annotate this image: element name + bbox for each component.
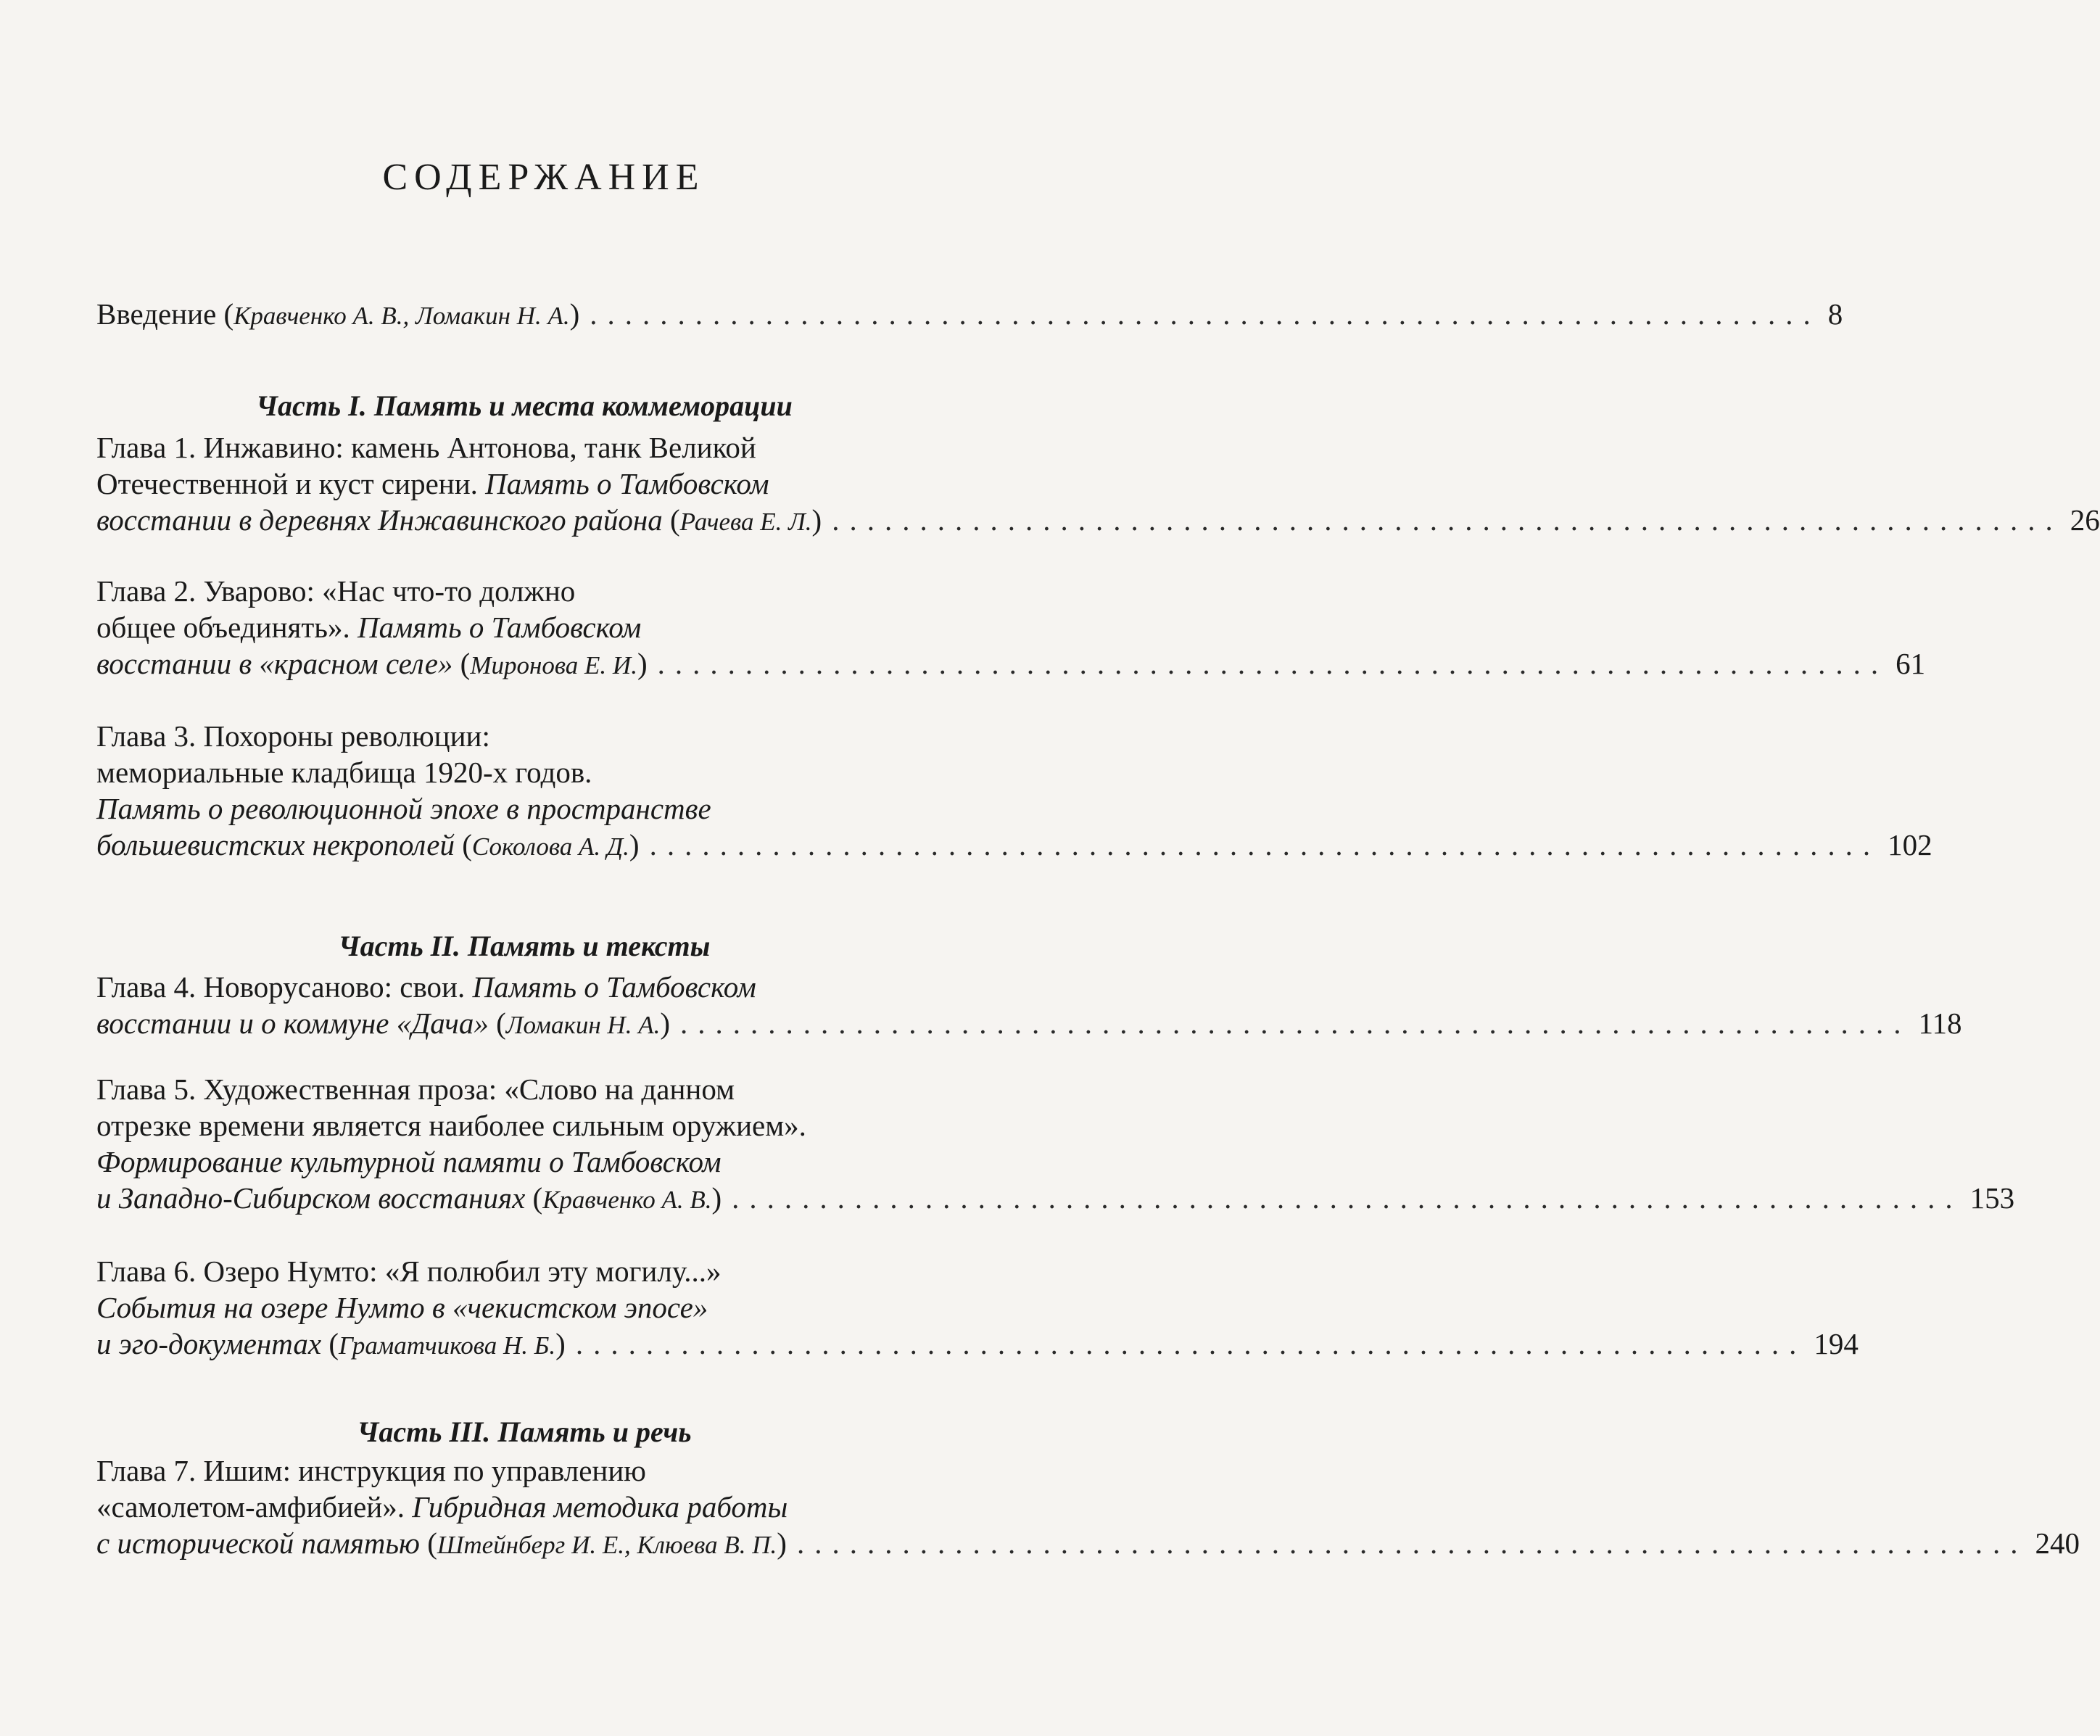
page-number: 194 <box>1814 1327 1859 1360</box>
page-title: СОДЕРЖАНИЕ <box>382 157 706 198</box>
page-number: 153 <box>1969 1181 2015 1215</box>
leader-dots: ...................................................................... <box>657 647 1889 680</box>
entry-authors: Рачева Е. Л. <box>679 508 812 536</box>
toc-entry-chapter-7[interactable]: Глава 7. Ишим: инструкция по управлению «самолетом-амфибией». Гибридная методика работы с исторической памятью ( Штейнберг И. Е., Клюева В. П. ) ...................................................................... 240 <box>96 1452 952 1563</box>
page-number: 118 <box>1918 1007 1962 1040</box>
toc-entry-intro[interactable] <box>96 296 1843 334</box>
toc-entry-chapter-3[interactable]: Глава 3. Похороны революции: мемориальные кладбища 1920-х годов. Память о революционной эпохе в пространстве большевистских некрополей ( Соколова А. Д. ) ...................................................................... 102 <box>96 718 952 865</box>
toc-entry-chapter-5[interactable]: Глава 5. Художественная проза: «Слово на данном отрезке времени является наиболее сильным оружием». Формирование культурной памяти о Тамбовском и Западно-Сибирском восстаниях ( Кравченко А. В. ) ...................................................................... 153 <box>96 1071 952 1218</box>
entry-label: Введение <box>96 297 217 331</box>
part-heading-2: Часть II. Память и тексты <box>338 930 711 962</box>
page-number: 61 <box>1896 647 1926 680</box>
leader-dots: ...................................................................... <box>575 1327 1807 1360</box>
leader-dots: ...................................................................... <box>680 1007 1911 1040</box>
entry-authors: Штейнберг И. Е., Клюева В. П. <box>437 1531 777 1559</box>
entry-authors: Миронова Е. И. <box>470 651 637 679</box>
page-number: 26 <box>2070 503 2100 537</box>
entry-authors: Кравченко А. В. <box>542 1186 712 1214</box>
toc-entry-line: Введение ( Кравченко А. В., Ломакин Н. А. ) ...................................................................... 8 <box>96 296 952 334</box>
page-number: 102 <box>1888 828 1932 861</box>
entry-authors: Граматчикова Н. Б. <box>339 1331 556 1360</box>
part-heading-1: Часть I. Память и места коммеморации <box>256 389 793 422</box>
part-heading-3: Часть III. Память и речь <box>357 1415 692 1448</box>
toc-entry-chapter-6[interactable]: Глава 6. Озеро Нумто: «Я полюбил эту могилу...» События на озере Нумто в «чекистском эпосе» и эго-документах ( Граматчикова Н. Б. ) ...................................................................... 194 <box>96 1253 952 1364</box>
entry-authors: Кравченко А. В., Ломакин Н. А. <box>233 302 570 330</box>
leader-dots: ...................................................................... <box>590 297 1821 331</box>
leader-dots: ...................................................................... <box>732 1181 1963 1215</box>
leader-dots: ...................................................................... <box>832 503 2063 537</box>
toc-entry-chapter-4[interactable]: Глава 4. Новорусаново: свои. Память о Тамбовском восстании и о коммуне «Дача» ( Ломакин Н. А. ) ...................................................................... 118 <box>96 969 952 1043</box>
entry-authors: Соколова А. Д. <box>471 832 629 861</box>
leader-dots: ...................................................................... <box>796 1526 2028 1560</box>
toc-entry-chapter-2[interactable]: Глава 2. Уварово: «Нас что-то должно общее объединять». Память о Тамбовском восстании в «красном селе» ( Миронова Е. И. ) ...................................................................... 61 <box>96 573 952 684</box>
entry-authors: Ломакин Н. А. <box>505 1011 661 1039</box>
page-number: 240 <box>2035 1526 2080 1560</box>
toc-entry-chapter-1[interactable]: Глава 1. Инжавино: камень Антонова, танк Великой Отечественной и куст сирени. Память о Тамбовском восстании в деревнях Инжавинского района ( Рачева Е. Л. ) ...................................................................... 26 <box>96 429 952 540</box>
page-number: 8 <box>1827 297 1843 331</box>
leader-dots: ...................................................................... <box>649 828 1881 861</box>
